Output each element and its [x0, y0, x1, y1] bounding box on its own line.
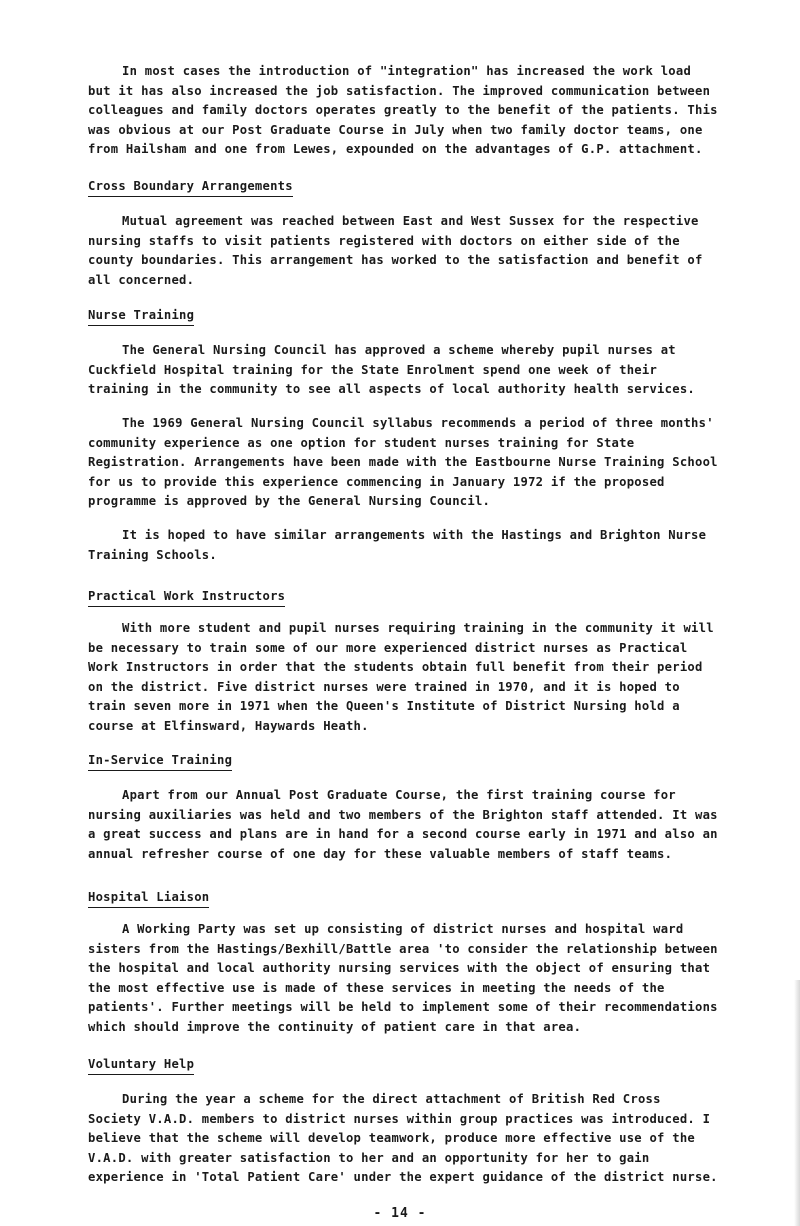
paragraph-nurse-training-1: The General Nursing Council has approved a scheme whereby pupil nurses at Cuckfield Hospital training for the State Enrolment spend one week of their training in the community to see all aspects of local authority health services.	[88, 343, 695, 397]
paragraph-hospital-liaison: A Working Party was set up consisting of district nurses and hospital ward sisters from the Hastings/Bexhill/Battle area 'to consider the relationship between the hospital and local authority nursing services with the object of ensuring that the most effective use is made of these services in meeting the needs of the patients'. Further meetings will be held to implement some of their recommendations which should improve the continuity of patient care in that area.	[88, 922, 718, 1034]
paragraph-integration: In most cases the introduction of "integration" has increased the work load but it has also increased the job satisfaction. The improved communication between colleagues and family doctors operates greatly to the benefit of the patients. This was obvious at our Post Graduate Course in July when two family doctor teams, one from Hailsham and one from Lewes, expounded on the advantages of G.P. attachment.	[88, 64, 718, 157]
heading-practical-work-instructors: Practical Work Instructors	[88, 587, 285, 607]
paragraph-nurse-training-2: The 1969 General Nursing Council syllabus recommends a period of three months' community experience as one option for student nurses training for State Registration. Arrangements have been made with the Eastbourne Nurse Training School for us to provide this experience commencing in January 1972 if the proposed programme is approved by the General Nursing Council.	[88, 416, 718, 509]
paragraph-voluntary-help: During the year a scheme for the direct attachment of British Red Cross Society V.A.D. members to district nurses within group practices was introduced. I believe that the scheme will develop teamwork, produce more effective use of the V.A.D. with greater satisfaction to her and an opportunity for her to gain experience in 'Total Patient Care' under the expert guidance of the district nurse.	[88, 1092, 718, 1185]
heading-nurse-training: Nurse Training	[88, 306, 194, 326]
heading-cross-boundary: Cross Boundary Arrangements	[88, 177, 293, 197]
paragraph-practical-work-instructors: With more student and pupil nurses requiring training in the community it will be necessary to train some of our more experienced district nurses as Practical Work Instructors in order that the students obtain full benefit from their period on the district. Five district nurses were trained in 1970, and it is hoped to train seven more in 1971 when the Queen's Institute of District Nursing hold a course at Elfinsward, Haywards Heath.	[88, 621, 714, 733]
page-number: - 14 -	[373, 1206, 427, 1221]
heading-in-service-training: In-Service Training	[88, 751, 232, 771]
scan-edge-shadow	[794, 980, 800, 1226]
paragraph-in-service-training: Apart from our Annual Post Graduate Course, the first training course for nursing auxiliaries was held and two members of the Brighton staff attended. It was a great success and plans are in hand for a second course early in 1971 and also an annual refresher course of one day for these valuable members of staff teams.	[88, 788, 718, 861]
heading-hospital-liaison: Hospital Liaison	[88, 888, 209, 908]
paragraph-cross-boundary: Mutual agreement was reached between East and West Sussex for the respective nursing staffs to visit patients registered with doctors on either side of the county boundaries. This arrangement has worked to the satisfaction and benefit of all concerned.	[88, 214, 703, 287]
heading-voluntary-help: Voluntary Help	[88, 1055, 194, 1075]
paragraph-nurse-training-3: It is hoped to have similar arrangements with the Hastings and Brighton Nurse Training Schools.	[88, 528, 707, 562]
